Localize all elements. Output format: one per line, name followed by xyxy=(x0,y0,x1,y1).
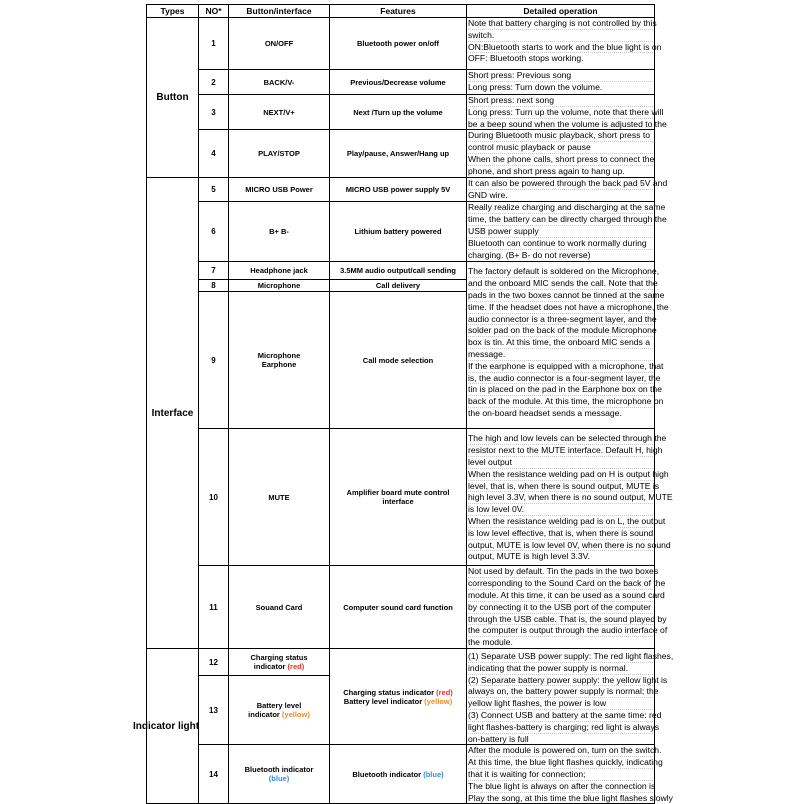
header-operation: Detailed operation xyxy=(467,5,655,18)
row-feature: Play/pause, Answer/Hang up xyxy=(330,130,467,178)
header-types: Types xyxy=(147,5,199,18)
row-operation: (1) Separate USB power supply: The red light flashes, indicating that the power supply is normal. (2) Separate battery power supply: the yellow light is always on, the battery power supply is normal; the yellow light flashes, the power is low (3) Connect USB and battery at the same time: red light flashes-battery is charging; red light is always on-battery is full xyxy=(467,648,655,744)
row-no: 11 xyxy=(199,566,229,649)
row-name: ON/OFF xyxy=(229,18,330,70)
row-operation: During Bluetooth music playback, short press to control music playback or pause When the phone calls, short press to connect the phone, and short press again to hang up. xyxy=(467,130,655,178)
header-row xyxy=(147,5,655,18)
row-operation: Note that battery charging is not controlled by this switch. ON:Bluetooth starts to work and the blue light is on OFF: Bluetooth stops working. xyxy=(467,18,655,70)
row-feature: Bluetooth power on/off xyxy=(330,18,467,70)
row-feature: Call delivery xyxy=(330,280,467,292)
row-no: 12 xyxy=(199,648,229,675)
row-feature: Computer sound card function xyxy=(330,566,467,649)
row-no: 9 xyxy=(199,292,229,429)
row-name: Battery level indicator (yellow) xyxy=(229,676,330,745)
row-feature: MICRO USB power supply 5V xyxy=(330,178,467,202)
row-no: 6 xyxy=(199,202,229,262)
table-row xyxy=(147,745,655,804)
row-name: Microphone xyxy=(229,280,330,292)
row-no: 14 xyxy=(199,745,229,804)
group-button: Button xyxy=(147,18,199,178)
row-name: Microphone Earphone xyxy=(229,292,330,429)
table-row xyxy=(147,18,655,70)
table-row xyxy=(147,429,655,566)
row-operation: The high and low levels can be selected through the resistor next to the MUTE interface. Default H, high level output When the resistance welding pad on H is output high level, that is, when there is sound output, MUTE is high level 3.3V, when there is no sound output, MUTE is low level 0V. When the resistance welding pad is on L, the output is low level effective, that is, when there is sound output, MUTE is low level 0V, when there is no sound output, MUTE is high level 3.3V. xyxy=(467,429,655,566)
row-name: B+ B- xyxy=(229,202,330,262)
row-no: 3 xyxy=(199,95,229,130)
row-name: MUTE xyxy=(229,429,330,566)
row-operation: After the module is powered on, turn on the switch. At this time, the blue light flashes quickly, indicating that it is waiting for connection; The blue light is always on after the connection is Play the song, at this time the blue light flashes slowly xyxy=(468,745,673,803)
row-no: 8 xyxy=(199,280,229,292)
row-no: 4 xyxy=(199,130,229,178)
header-features: Features xyxy=(330,5,467,18)
row-no: 5 xyxy=(199,178,229,202)
row-operation: Short press: next song Long press: Turn up the volume, note that there will be a beep sound when the volume is adjusted to the xyxy=(468,95,667,129)
row-feature: Next /Turn up the volume xyxy=(330,95,467,130)
row-feature: 3.5MM audio output/call sending xyxy=(330,262,467,280)
row-name: PLAY/STOP xyxy=(229,130,330,178)
table-row xyxy=(147,648,655,675)
row-no: 13 xyxy=(199,676,229,745)
row-name: NEXT/V+ xyxy=(229,95,330,130)
row-feature: Charging status indicator (red) Battery level indicator (yellow) xyxy=(330,648,467,744)
header-button: Button/interface xyxy=(229,5,330,18)
row-feature: Call mode selection xyxy=(330,292,467,429)
row-no: 10 xyxy=(199,429,229,566)
group-indicator: Indicator light xyxy=(147,648,199,803)
table-row xyxy=(147,70,655,95)
row-name: Charging status indicator (red) xyxy=(229,648,330,675)
row-feature: Lithium battery powered xyxy=(330,202,467,262)
row-name: Headphone jack xyxy=(229,262,330,280)
row-no: 7 xyxy=(199,262,229,280)
row-feature: Amplifier board mute control interface xyxy=(330,429,467,566)
table-row xyxy=(147,130,655,178)
table-row xyxy=(147,95,655,130)
row-operation: Not used by default. Tin the pads in the two boxes corresponding to the Sound Card on the back of the module. At this time, it can be used as a sound card by connecting it to the USB port of the computer through the USB cable. That is, the sound played by the computer is output through the audio interface of the module. xyxy=(468,566,668,648)
row-name: Souand Card xyxy=(229,566,330,649)
row-name: Bluetooth indicator (blue) xyxy=(229,745,330,804)
header-no: NO* xyxy=(199,5,229,18)
table-row xyxy=(147,566,655,649)
group-interface: Interface xyxy=(147,178,199,649)
row-operation: It can also be powered through the back pad 5V and GND wire. xyxy=(468,178,668,201)
row-no: 1 xyxy=(199,18,229,70)
row-operation: Really realize charging and discharging at the same time, the battery can be directly charged through the USB power supply Bluetooth can continue to work normally during charging. (B+ B- do not reverse) xyxy=(467,202,655,262)
table-row xyxy=(147,178,655,202)
row-no: 2 xyxy=(199,70,229,95)
table-row xyxy=(147,262,655,280)
row-feature: Bluetooth indicator (blue) xyxy=(330,745,467,804)
row-feature: Previous/Decrease volume xyxy=(330,70,467,95)
row-name: MICRO USB Power xyxy=(229,178,330,202)
row-operation: The factory default is soldered on the Microphone, and the onboard MIC sends the call. Note that the pads in the two boxes cannot be tinned at the same time. If the headset does not have a microphone, the audio connector is a three-segment layer, and the solder pad on the back of the module Microphone box is tin. At this time, the onboard MIC sends a message. If the earphone is equipped with a microphone, that is, the audio connector is a four-segment layer, the tin is placed on the pad in the Earphone box on the back of the module. At this time, the microphone on the on-board headset sends a message. xyxy=(467,262,655,429)
table-row xyxy=(147,202,655,262)
row-name: BACK/V- xyxy=(229,70,330,95)
row-operation: Short press: Previous song Long press: Turn down the volume. xyxy=(467,70,655,95)
spec-table xyxy=(133,4,674,804)
